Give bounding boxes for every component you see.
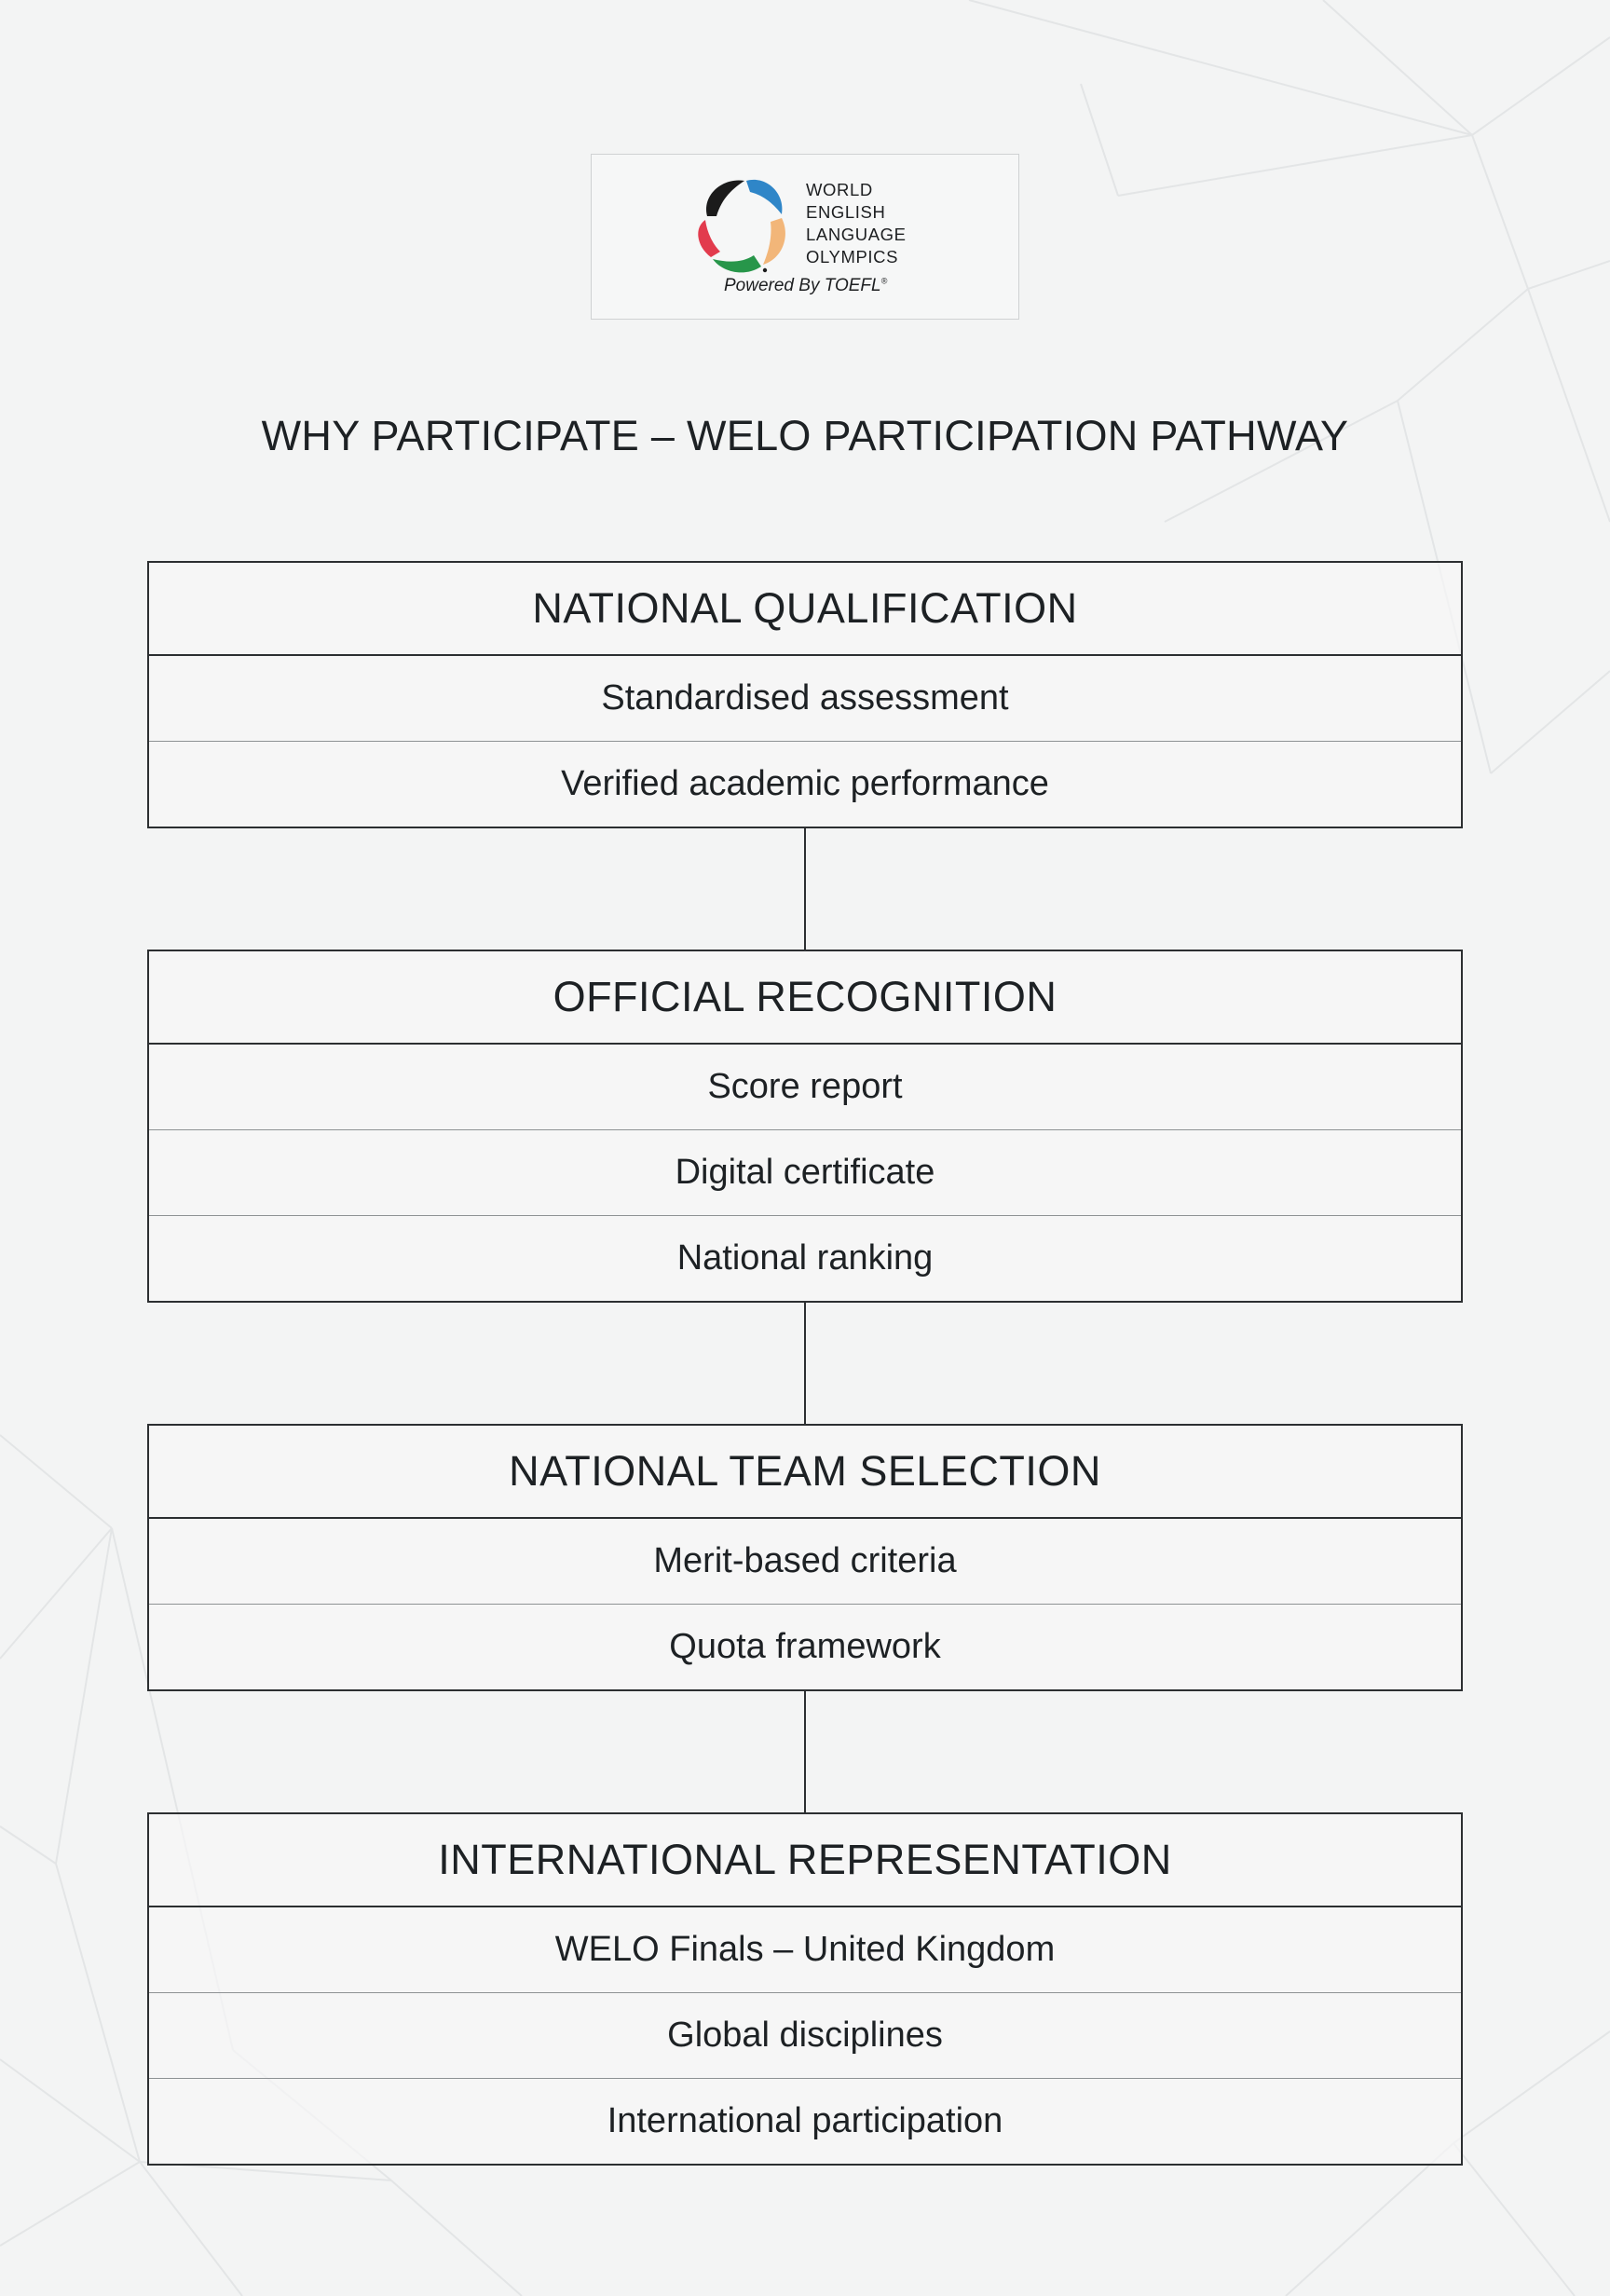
- flow-connector: [804, 1691, 807, 1812]
- logo-registered-dot: [763, 268, 767, 272]
- logo-petal-blue: [746, 180, 783, 214]
- stage-title: OFFICIAL RECOGNITION: [149, 951, 1461, 1045]
- stage-item: Merit-based criteria: [149, 1519, 1461, 1605]
- stage-item: Score report: [149, 1045, 1461, 1130]
- stage-official-recognition: [147, 950, 1463, 1303]
- powered-by-text: Powered By TOEFL: [724, 276, 881, 295]
- stage-national-team-selection: [147, 1424, 1463, 1691]
- stage-item: National ranking: [676, 1238, 934, 1278]
- stage-international-representation: [147, 1812, 1463, 2166]
- welo-rings-logo-icon: [689, 168, 800, 280]
- logo-box: [591, 154, 1019, 320]
- registered-mark: ®: [880, 276, 888, 286]
- logo-powered-by: [724, 276, 887, 296]
- stage-item: Digital certificate: [149, 1130, 1461, 1216]
- stage-title: INTERNATIONAL REPRESENTATION: [149, 1814, 1461, 1907]
- logo-petal-red: [698, 220, 720, 257]
- logo-line-3: LANGUAGE: [806, 225, 907, 244]
- logo-petal-green: [713, 255, 761, 272]
- stage-title: NATIONAL QUALIFICATION: [149, 563, 1461, 656]
- logo-petal-black: [706, 180, 744, 216]
- stage-item: WELO Finals – United Kingdom: [149, 1907, 1461, 1993]
- logo-petal-orange: [763, 218, 785, 265]
- logo-line-1: WORLD: [806, 180, 873, 199]
- stage-item: Global disciplines: [149, 1993, 1461, 2079]
- stage-item: Standardised assessment: [149, 656, 1461, 742]
- logo-wordmark: [806, 179, 907, 268]
- logo-line-4: OLYMPICS: [806, 247, 899, 266]
- stage-item: Quota framework: [669, 1627, 941, 1666]
- stage-item: Verified academic performance: [561, 764, 1049, 803]
- flow-connector: [804, 828, 807, 950]
- pathway-flowchart: [147, 561, 1463, 2166]
- stage-item: International participation: [607, 2101, 1003, 2140]
- stage-title: NATIONAL TEAM SELECTION: [149, 1426, 1461, 1519]
- flow-connector: [804, 1303, 807, 1424]
- page-title: WHY PARTICIPATE – WELO PARTICIPATION PATHWAY: [261, 412, 1349, 459]
- stage-national-qualification: [147, 561, 1463, 828]
- logo-line-2: ENGLISH: [806, 202, 886, 222]
